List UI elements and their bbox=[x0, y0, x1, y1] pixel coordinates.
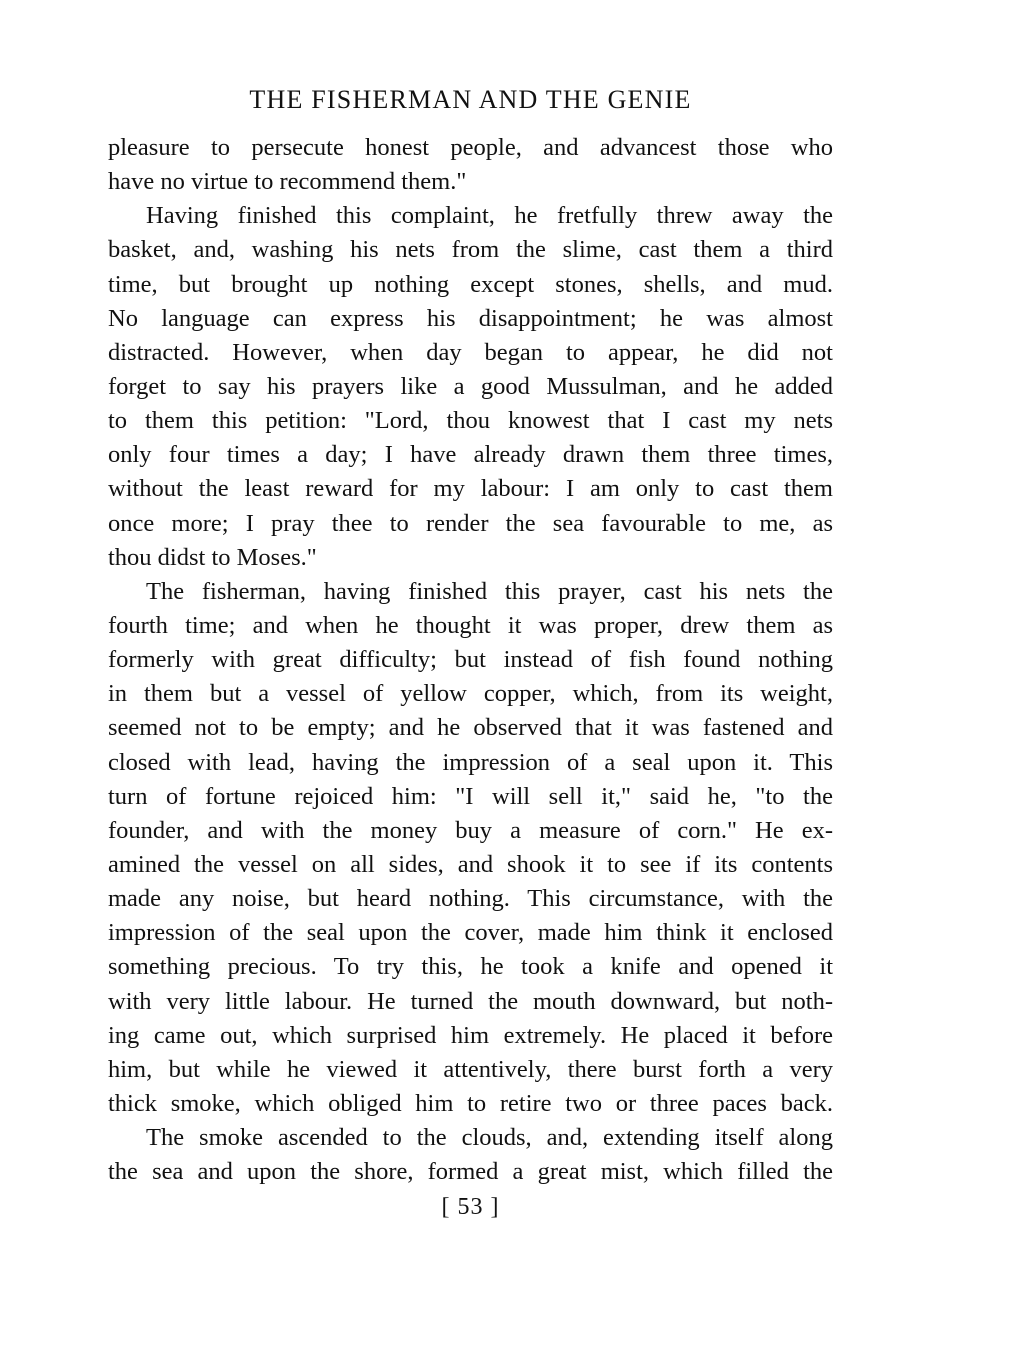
text-line: only four times a day; I have already drawn them three times, bbox=[108, 441, 833, 469]
text-line: the sea and upon the shore, formed a great mist, which filled the bbox=[108, 1158, 833, 1186]
text-line: closed with lead, having the impression of a seal upon it. This bbox=[108, 748, 833, 776]
text-line: thou didst to Moses." bbox=[108, 543, 317, 571]
text-line: basket, and, washing his nets from the slime, cast them a third bbox=[108, 236, 833, 264]
page-number: [ 53 ] bbox=[441, 1194, 500, 1220]
text-line: in them but a vessel of yellow copper, which, from its weight, bbox=[108, 680, 833, 708]
text-line: with very little labour. He turned the mouth downward, but noth- bbox=[108, 987, 833, 1015]
text-line: fourth time; and when he thought it was proper, drew them as bbox=[108, 611, 833, 639]
text-line: him, but while he viewed it attentively, there burst forth a very bbox=[108, 1055, 833, 1083]
text-line: impression of the seal upon the cover, made him think it enclosed bbox=[108, 919, 833, 947]
text-line: No language can express his disappointment; he was almost bbox=[108, 304, 833, 332]
text-line: ing came out, which surprised him extremely. He placed it before bbox=[108, 1021, 833, 1049]
text-line: once more; I pray thee to render the sea favourable to me, as bbox=[108, 509, 833, 537]
running-head: THE FISHERMAN AND THE GENIE bbox=[249, 85, 692, 114]
text-line: amined the vessel on all sides, and shook it to see if its contents bbox=[108, 850, 833, 878]
text-line: founder, and with the money buy a measure of corn." He ex- bbox=[108, 816, 833, 844]
paragraph-continuation bbox=[108, 131, 833, 199]
paragraph bbox=[108, 575, 833, 1121]
text-line: distracted. However, when day began to appear, he did not bbox=[108, 338, 833, 366]
text-line: The smoke ascended to the clouds, and, extending itself along bbox=[146, 1124, 833, 1152]
text-line: something precious. To try this, he took a knife and opened it bbox=[108, 953, 833, 981]
text-line: Having finished this complaint, he fretfully threw away the bbox=[146, 202, 833, 230]
text-line: without the least reward for my labour: I am only to cast them bbox=[108, 475, 833, 503]
text-line: made any noise, but heard nothing. This circumstance, with the bbox=[108, 885, 833, 913]
body-text bbox=[108, 131, 833, 1189]
paragraph bbox=[108, 199, 833, 575]
text-line: pleasure to persecute honest people, and advancest those who bbox=[108, 134, 833, 161]
text-line: formerly with great difficulty; but instead of fish found nothing bbox=[108, 646, 833, 674]
text-line: to them this petition: "Lord, thou knowest that I cast my nets bbox=[108, 407, 833, 435]
text-line: The fisherman, having finished this prayer, cast his nets the bbox=[146, 577, 833, 605]
text-line: thick smoke, which obliged him to retire two or three paces back. bbox=[108, 1089, 833, 1117]
paragraph bbox=[108, 1121, 833, 1189]
text-line: time, but brought up nothing except stones, shells, and mud. bbox=[108, 270, 833, 298]
text-line: seemed not to be empty; and he observed that it was fastened and bbox=[108, 714, 833, 742]
text-line: turn of fortune rejoiced him: "I will sell it," said he, "to the bbox=[108, 782, 833, 810]
text-line: forget to say his prayers like a good Mussulman, and he added bbox=[108, 372, 833, 400]
text-line: have no virtue to recommend them." bbox=[108, 168, 467, 196]
